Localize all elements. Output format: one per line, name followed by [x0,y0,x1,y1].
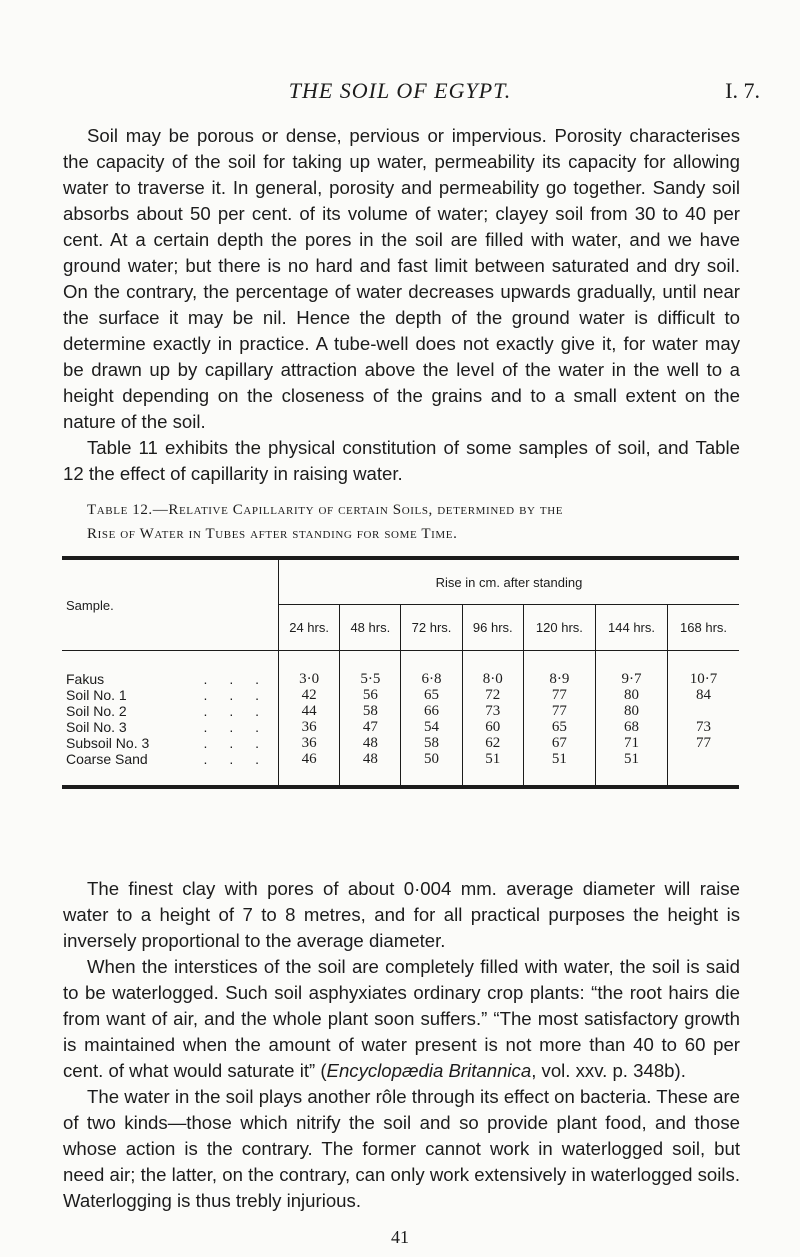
table-row [62,735,739,751]
leader-dots: . . . [203,671,268,687]
capillarity-table [62,556,739,789]
table-body [62,651,739,788]
paragraph-waterlogged: When the interstices of the soil are completely filled with water, the soil is said to be waterlogged. Such soil asphyxiates ordinary crop plants: “the root hairs die from want of air, and the whole plant soon suffers.” “The most satisfactory growth is maintained when the amount of water present is not more than 40 to 60 per cent. of what would saturate it” (Encyclopædia Britannica, vol. xxv. p. 348b). [63,956,740,1081]
hours-header: 144 hrs. [595,605,667,651]
value-cell: 47 [340,719,401,735]
value-cell: 77 [523,687,595,703]
value-cell: 54 [401,719,462,735]
value-cell: 44 [279,703,340,719]
value-cell: 51 [523,751,595,787]
value-cell: 56 [340,687,401,703]
citation-tail: , vol. xxv. p. 348b). [531,1060,686,1081]
value-cell: 73 [696,719,712,735]
sample-name: Soil No. 2 [66,703,127,719]
running-header [0,78,800,108]
sample-name: Coarse Sand [66,751,148,767]
value-cell: 8·9 [523,651,595,688]
value-cell: 62 [462,735,523,751]
hours-header: 120 hrs. [523,605,595,651]
paragraph-bacteria: The water in the soil plays another rôle through its effect on bacteria. These are of two kinds—those which nitrify the soil and so provide plant food, and those whose action is the contrary. The former cannot work in waterlogged soil, but need air; the latter, on the contrary, can only work extensively in waterlogged soils. Waterlogging is thus trebly injurious. [63,1086,740,1211]
value-cell: 51 [595,751,667,787]
sample-name-cell [62,735,279,751]
table-row [62,751,739,787]
caption-line-1: Table 12.—Relative Capillarity of certain Soils, determined by the [87,502,564,518]
sample-column-header: Sample. [62,558,279,651]
paragraph-porosity: Soil may be porous or dense, pervious or impervious. Porosity characterises the capacity of the soil for taking up water, permeability its capacity for allowing water to traverse it. In general, porosity and permeability go together. Sandy soil absorbs about 50 per cent. of its volume of water; clayey soil from 30 to 40 per cent. At a certain depth the pores in the soil are filled with water, and we have ground water; but there is no hard and fast limit between saturated and dry soil. On the contrary, the percentage of water decreases upwards gradually, until near the surface it may be nil. Hence the depth of the ground water is difficult to determine exactly in practice. A tube-well does not exactly give it, for water may be drawn up by capillary attraction above the level of the water in the well to a height depending on the closeness of the grains and to a small extent on the nature of the soil. [63,125,740,432]
value-cell: 66 [401,703,462,719]
value-cell: 60 [462,719,523,735]
value-cell: 71 [595,735,667,751]
body-text-top [63,123,740,487]
value-cell: 50 [401,751,462,787]
value-cell: 65 [401,687,462,703]
body-text-bottom [63,876,740,1214]
value-cell: 9·7 [595,651,667,688]
hours-header: 72 hrs. [401,605,462,651]
sample-name-cell [62,703,279,719]
sample-name: Subsoil No. 3 [66,735,150,751]
sample-name: Soil No. 3 [66,719,127,735]
hours-header: 96 hrs. [462,605,523,651]
page-number: 41 [391,1227,409,1247]
paragraph-finest-clay: The finest clay with pores of about 0·004 mm. average diameter will raise water to a height of 7 to 8 metres, and for all practical purposes the height is inversely proportional to the average diameter. [63,878,740,951]
value-cell: 46 [279,751,340,787]
value-cell: 58 [401,735,462,751]
sample-name-cell [62,751,279,787]
value-cell: 73 [462,703,523,719]
value-cell: 84 [696,687,712,703]
sample-name-cell [62,651,279,688]
hours-header: 48 hrs. [340,605,401,651]
value-cell: 72 [462,687,523,703]
running-title: THE SOIL OF EGYPT. [288,78,512,103]
waterlogged-text: When the interstices of the soil are completely filled with water, the soil is said to be waterlogged. Such soil asphyxiates ordinary crop plants: “the root hairs die from want of air, and the whole plant soon suffers.” “The most satisfactory growth is maintained when the amount of water present is not more than 40 to 60 per cent. of what would saturate it” [63,956,740,1081]
table-row [62,651,739,688]
value-cell: 65 [523,719,595,735]
table-row [62,719,739,735]
value-cell: 68 [595,719,667,735]
caption-line-2: Rise of Water in Tubes after standing for some Time. [87,526,458,542]
section-number: I. 7. [725,78,760,103]
value-cell: 77 [696,735,712,751]
leader-dots: . . . [203,719,268,735]
value-cell: 58 [340,703,401,719]
hours-header: 168 hrs. [668,605,739,651]
value-cell: 36 [279,735,340,751]
table-caption [63,498,740,546]
value-cell: 48 [340,751,401,787]
paragraph-table-reference: Table 11 exhibits the physical constitution of some samples of soil, and Table 12 the effect of capillarity in raising water. [63,437,740,484]
leader-dots: . . . [203,703,268,719]
table-row [62,703,739,719]
value-cell [668,703,739,719]
value-cell: 42 [279,687,340,703]
rise-group-header: Rise in cm. after standing [435,574,583,590]
value-cell [668,751,739,787]
value-cell: 67 [523,735,595,751]
value-cell: 10·7 [668,651,739,688]
value-cell: 48 [340,735,401,751]
value-cell: 5·5 [340,651,401,688]
value-cell: 51 [462,751,523,787]
value-cell: 77 [523,703,595,719]
sample-name: Fakus [66,671,105,687]
value-cell: 6·8 [401,651,462,688]
hours-header: 24 hrs. [279,605,340,651]
citation-title: Encyclopædia Britannica [326,1060,532,1081]
sample-name-cell [62,719,279,735]
value-cell: 3·0 [279,651,340,688]
leader-dots: . . . [203,687,268,703]
leader-dots: . . . [203,735,268,751]
value-cell: 8·0 [462,651,523,688]
value-cell: 36 [279,719,340,735]
value-cell: 80 [595,703,667,719]
sample-name-cell [62,687,279,703]
value-cell: 80 [595,687,667,703]
sample-name: Soil No. 1 [66,687,127,703]
leader-dots: . . . [203,751,268,767]
table-row [62,687,739,703]
